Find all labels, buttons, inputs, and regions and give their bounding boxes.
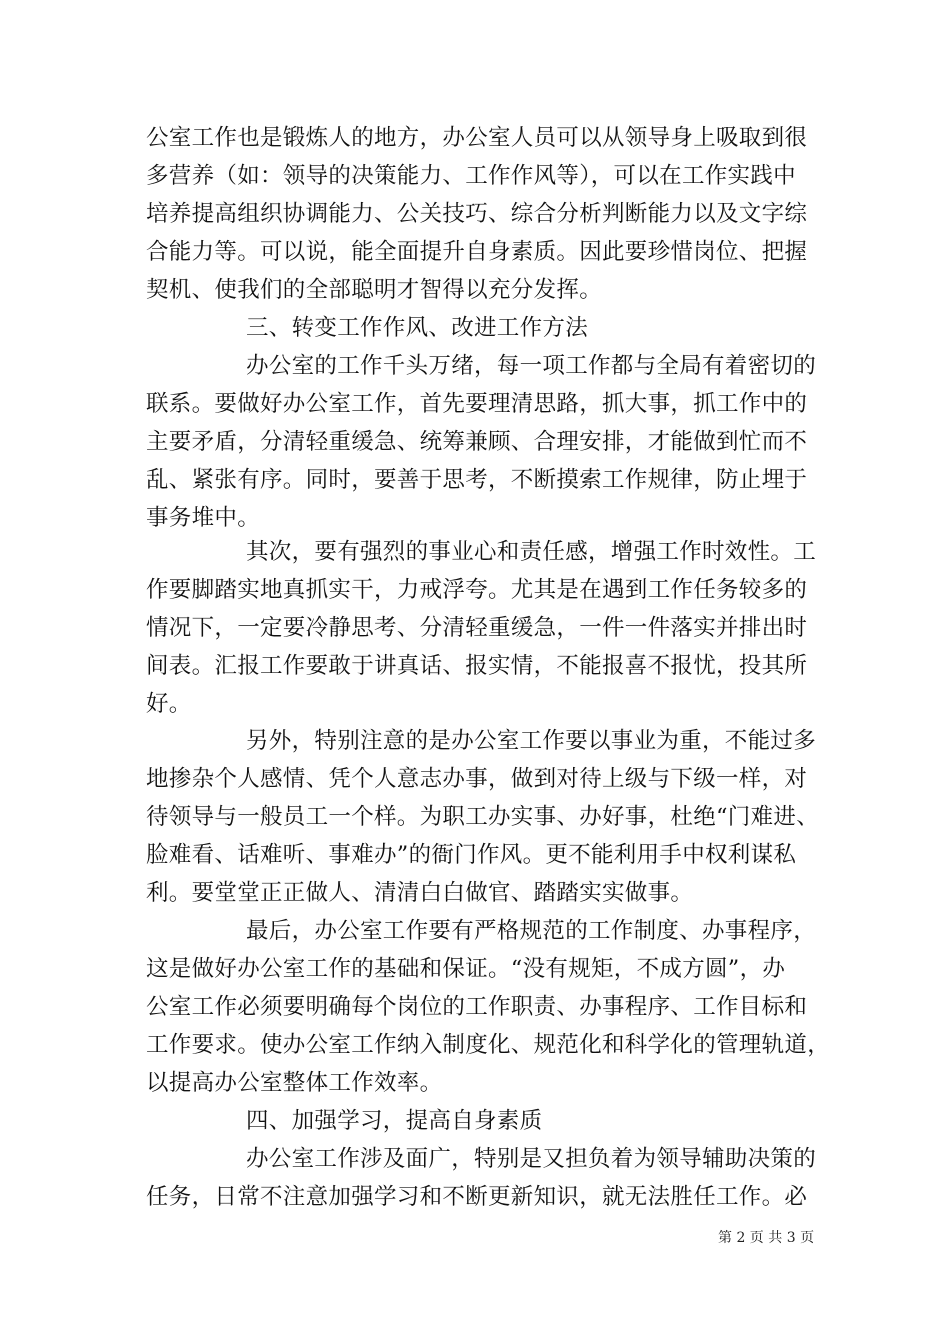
text-line: 作要脚踏实地真抓实干，力戒浮夸。尤其是在遇到工作任务较多的	[146, 577, 808, 603]
text-line: 情况下，一定要冷静思考、分清轻重缓急，一件一件落实并排出时	[146, 615, 808, 641]
text-line: 地掺杂个人感情、凭个人意志办事，做到对待上级与下级一样，对	[146, 766, 808, 792]
text-line: 事务堆中。	[146, 505, 261, 531]
text-line: 以提高办公室整体工作效率。	[146, 1070, 443, 1096]
text-line: 办公室的工作千头万绪，每一项工作都与全局有着密切的	[246, 353, 817, 379]
text-line: 利。要堂堂正正做人、清清白白做官、踏踏实实做事。	[146, 880, 694, 906]
text-line: 合能力等。可以说，能全面提升自身素质。因此要珍惜岗位、把握	[146, 239, 808, 265]
text-line: 最后，办公室工作要有严格规范的工作制度、办事程序，	[246, 918, 817, 944]
section-heading: 四、加强学习，提高自身素质	[246, 1108, 543, 1134]
text-line: 任务，日常不注意加强学习和不断更新知识，就无法胜任工作。必	[146, 1184, 808, 1210]
text-line: 公室工作必须要明确每个岗位的工作职责、办事程序、工作目标和	[146, 994, 808, 1020]
text-line: 联系。要做好办公室工作，首先要理清思路，抓大事，抓工作中的	[146, 391, 808, 417]
text-line: 脸难看、话难听、事难办”的衙门作风。更不能利用手中权利谋私	[146, 842, 797, 868]
text-line: 其次，要有强烈的事业心和责任感，增强工作时效性。工	[246, 539, 817, 565]
text-line: 工作要求。使办公室工作纳入制度化、规范化和科学化的管理轨道，	[146, 1032, 831, 1058]
text-line: 待领导与一般员工一个样。为职工办实事、办好事，杜绝“门难进、	[146, 804, 820, 830]
text-line: 好。	[146, 691, 192, 717]
text-line: 这是做好办公室工作的基础和保证。“没有规矩，不成方圆”，办	[146, 956, 786, 982]
text-line: 公室工作也是锻炼人的地方，办公室人员可以从领导身上吸取到很	[146, 125, 808, 151]
text-line: 乱、紧张有序。同时，要善于思考，不断摸索工作规律，防止埋于	[146, 467, 808, 493]
text-line: 另外，特别注意的是办公室工作要以事业为重，不能过多	[246, 728, 817, 754]
text-line: 契机、使我们的全部聪明才智得以充分发挥。	[146, 277, 603, 303]
text-line: 办公室工作涉及面广，特别是又担负着为领导辅助决策的	[246, 1146, 817, 1172]
page-number-footer: 第 2 页 共 3 页	[718, 1230, 815, 1246]
text-line: 多营养（如：领导的决策能力、工作作风等），可以在工作实践中	[146, 163, 796, 189]
text-line: 培养提高组织协调能力、公关技巧、综合分析判断能力以及文字综	[146, 201, 808, 227]
section-heading: 三、转变工作作风、改进工作方法	[246, 315, 589, 341]
text-line: 主要矛盾，分清轻重缓急、统筹兼顾、合理安排，才能做到忙而不	[146, 429, 808, 455]
text-line: 间表。汇报工作要敢于讲真话、报实情，不能报喜不报忧，投其所	[146, 653, 808, 679]
